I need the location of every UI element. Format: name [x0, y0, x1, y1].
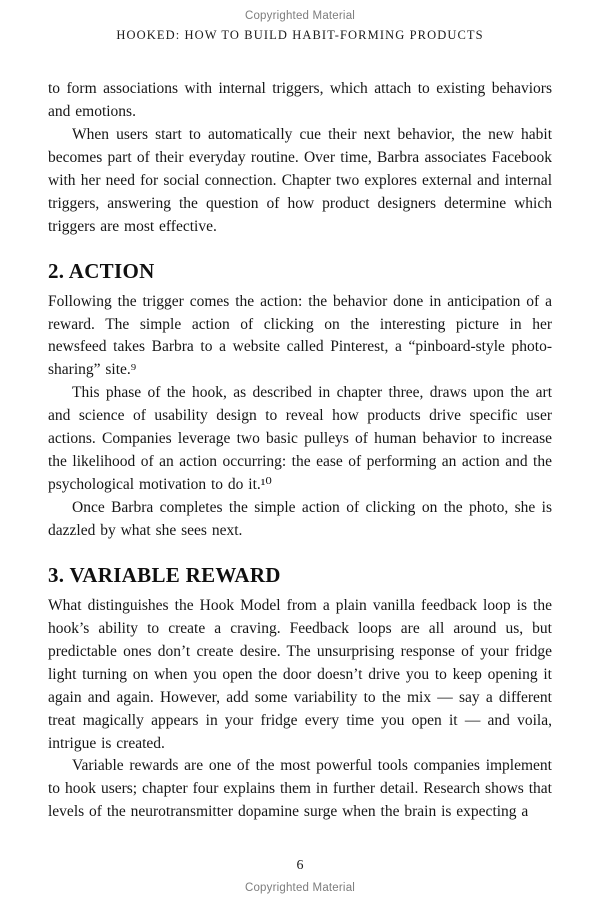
- paragraph: This phase of the hook, as described in chapter three, draws upon the art and science of usability design to reveal how products drive specific user actions. Companies leverage two basic pulleys of human behavior to increase the likelihood of an action occurring: the ease of performing an action and the psychological motivation to do it.¹⁰: [48, 384, 552, 494]
- paragraph: Following the trigger comes the action: the behavior done in anticipation of a reward. The simple action of clicking on the interesting picture in her newsfeed takes Barbra to a website called Pinterest, a “pinboard-style photo-sharing” site.⁹: [48, 292, 552, 379]
- paragraph: Variable rewards are one of the most powerful tools companies implement to hook users; chapter four explains them in further detail. Research shows that levels of the neurotransmitter dopamine surge when the brain is expecting a: [48, 757, 552, 821]
- copyright-notice-bottom: Copyrighted Material: [244, 882, 356, 894]
- paragraph: What distinguishes the Hook Model from a plain vanilla feedback loop is the hook’s ability to create a craving. Feedback loops are all around us, but predictable ones don’t create desire. The unsurprising response of your fridge light turning on when you open the door doesn’t drive you to keep opening it again and again. However, add some variability to the mix — say a different treat magically appears in your fridge every time you open it — and voila, intrigue is created.: [48, 596, 552, 752]
- copyright-notice-top: Copyrighted Material: [244, 10, 356, 22]
- page-body: [48, 78, 552, 824]
- section-heading-action: 2. ACTION: [48, 258, 155, 283]
- section-heading-variable-reward: 3. VARIABLE REWARD: [48, 562, 281, 587]
- paragraph: to form associations with internal triggers, which attach to existing behaviors and emotions.: [48, 80, 552, 120]
- paragraph: Once Barbra completes the simple action of clicking on the photo, she is dazzled by what she sees next.: [48, 499, 552, 539]
- page-number: 6: [296, 858, 304, 873]
- paragraph: When users start to automatically cue their next behavior, the new habit becomes part of their everyday routine. Over time, Barbra associates Facebook with her need for social connection. Chapter two explores external and internal triggers, answering the question of how product designers determine which triggers are most effective.: [48, 125, 552, 235]
- running-header: HOOKED: HOW TO BUILD HABIT-FORMING PRODUCTS: [116, 28, 484, 42]
